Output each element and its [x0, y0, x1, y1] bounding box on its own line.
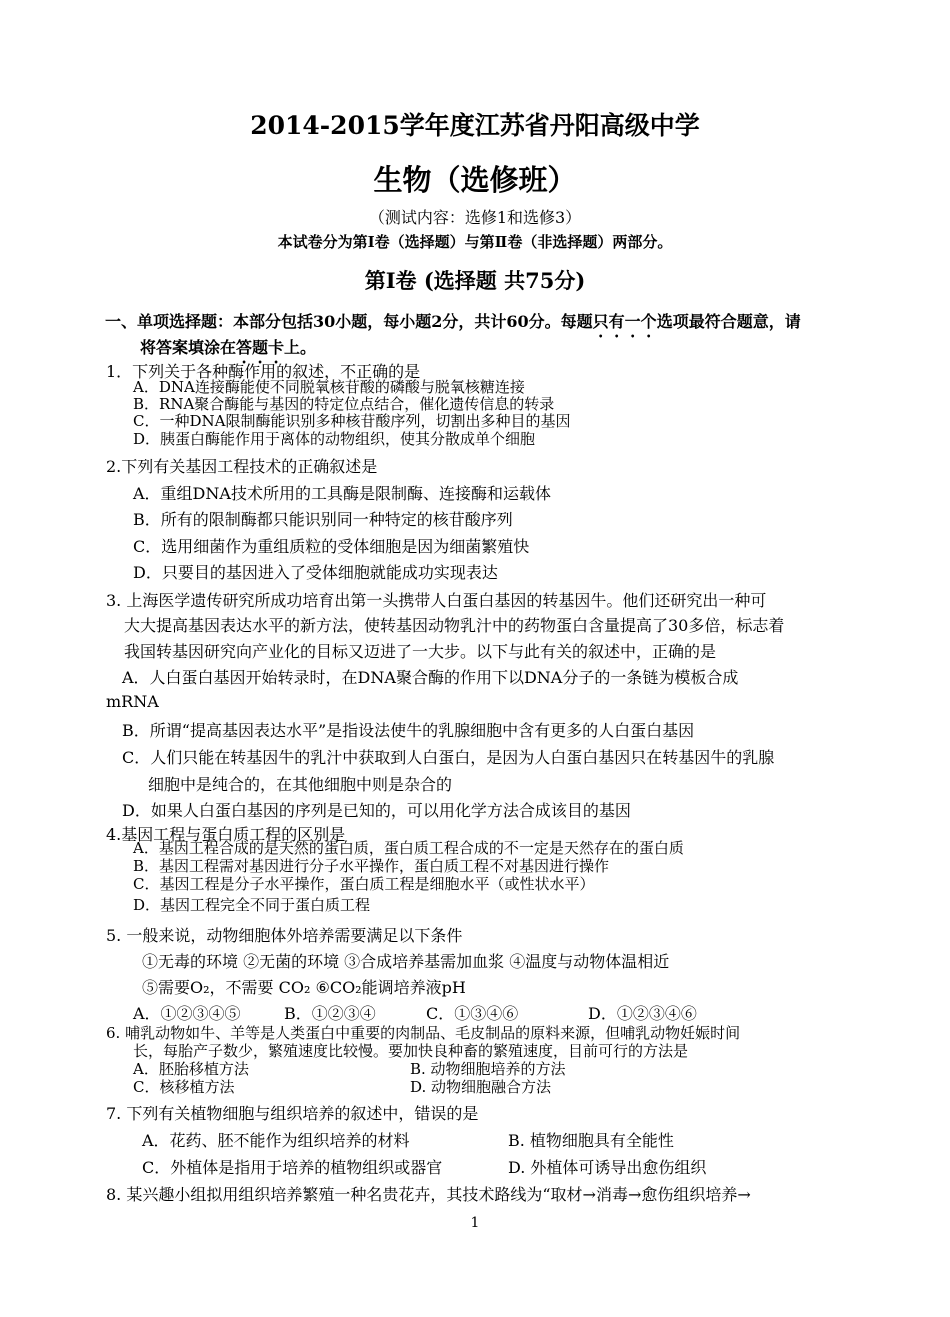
- q3-option-d: D．如果人白蛋白基因的序列是已知的，可以用化学方法合成该目的基因: [122, 801, 631, 820]
- q3-option-a-line1: A．人白蛋白基因开始转录时，在DNA聚合酶的作用下以DNA分子的一条链为模板合成: [122, 668, 739, 687]
- content-scope: （测试内容：选修1和选修3）: [368, 208, 582, 227]
- q2-option-c: C．选用细菌作为重组质粒的受体细胞是因为细菌繁殖快: [133, 537, 530, 556]
- q3-option-c-line2: 细胞中是纯合的，在其他细胞中则是杂合的: [148, 775, 453, 794]
- q4-option-c: C．基因工程是分子水平操作，蛋白质工程是细胞水平（或性状水平）: [133, 875, 595, 893]
- q3-stem-line3: 我国转基因研究向产业化的目标又迈进了一大步。以下与此有关的叙述中，正确的是: [124, 642, 717, 661]
- q2-option-b: B．所有的限制酶都只能识别同一种特定的核苷酸序列: [133, 510, 513, 529]
- q4-stem: 4.基因工程与蛋白质工程的区别是: [106, 825, 346, 844]
- q6-stem-line1: 6. 哺乳动物如牛、羊等是人类蛋白中重要的肉制品、毛皮制品的原料来源，但哺乳动物妊娠时间: [106, 1024, 741, 1042]
- q2-stem: 2.下列有关基因工程技术的正确叙述是: [106, 457, 378, 476]
- q5-option-c: C．①③④⑥: [426, 1004, 519, 1023]
- q5-conditions-line2: ⑤需要O₂，不需要 CO₂ ⑥CO₂能调培养液pH: [142, 978, 466, 997]
- q1-option-a: A．DNA连接酶能使不同脱氧核苷酸的磷酸与脱氧核糖连接: [133, 378, 525, 396]
- q4-option-b: B．基因工程需对基因进行分子水平操作，蛋白质工程不对基因进行操作: [133, 857, 610, 875]
- q3-option-c-line1: C．人们只能在转基因牛的乳汁中获取到人白蛋白，是因为人白蛋白基因只在转基因牛的乳腺: [122, 748, 775, 767]
- q3-option-a-line2: mRNA: [106, 692, 159, 711]
- q6-option-b: B. 动物细胞培养的方法: [410, 1060, 566, 1078]
- instruction-text-c: 将答案填涂在: [140, 338, 237, 357]
- section-title: 第Ⅰ卷 (选择题 共75分): [364, 268, 586, 293]
- q1-option-b: B．RNA聚合酶能与基因的特定位点结合，催化遗传信息的转录: [133, 395, 555, 413]
- q5-stem: 5. 一般来说，动物细胞体外培养需要满足以下条件: [106, 926, 463, 945]
- instruction-emphasis-answer-card: 答题卡: [236, 338, 285, 357]
- instruction-emphasis-only-one: 只有一个: [592, 312, 657, 331]
- q4-option-a: A．基因工程合成的是天然的蛋白质，蛋白质工程合成的不一定是天然存在的蛋白质: [133, 839, 684, 857]
- q5-option-d: D．①②③④⑥: [588, 1004, 697, 1023]
- subject-title: 生物（选修班）: [373, 163, 577, 197]
- q5-option-b: B．①②③④: [284, 1004, 376, 1023]
- q7-option-c: C．外植体是指用于培养的植物组织或器官: [142, 1158, 443, 1177]
- page-number: 1: [470, 1215, 480, 1231]
- q1-option-c: C．一种DNA限制酶能识别多种核苷酸序列，切割出多种目的基因: [133, 412, 571, 430]
- q6-option-d: D. 动物细胞融合方法: [410, 1078, 552, 1096]
- q6-stem-line2: 长，每胎产子数少，繁殖速度比较慢。要加快良种畜的繁殖速度，目前可行的方法是: [133, 1042, 689, 1060]
- q7-option-b: B. 植物细胞具有全能性: [508, 1131, 674, 1150]
- q5-conditions-line1: ①无毒的环境 ②无菌的环境 ③合成培养基需加血浆 ④温度与动物体温相近: [142, 952, 670, 971]
- q1-stem: 1．下列关于各种酶作用的叙述，不正确的是: [106, 362, 421, 381]
- q2-option-d: D．只要目的基因进入了受体细胞就能成功实现表达: [133, 563, 498, 582]
- q3-stem-line2: 大大提高基因表达水平的新方法，使转基因动物乳汁中的药物蛋白含量提高了30多倍，标志着: [124, 616, 785, 635]
- q1-option-d: D．胰蛋白酶能作用于离体的动物组织，使其分散成单个细胞: [133, 430, 536, 448]
- q2-option-a: A．重组DNA技术所用的工具酶是限制酶、连接酶和运载体: [133, 484, 551, 503]
- q3-option-b: B．所谓“提高基因表达水平”是指设法使牛的乳腺细胞中含有更多的人白蛋白基因: [122, 721, 695, 740]
- q4-option-d: D．基因工程完全不同于蛋白质工程: [133, 896, 371, 914]
- q7-stem: 7. 下列有关植物细胞与组织培养的叙述中，错误的是: [106, 1104, 479, 1123]
- instruction-text-a: 一、单项选择题：本部分包括30小题，每小题2分，共计60分。每题: [105, 312, 593, 331]
- q3-stem-line1: 3. 上海医学遗传研究所成功培育出第一头携带人白蛋白基因的转基因牛。他们还研究出一种可: [106, 591, 767, 610]
- q7-option-a: A．花药、胚不能作为组织培养的材料: [142, 1131, 410, 1150]
- paper-structure-note: 本试卷分为第Ⅰ卷（选择题）与第Ⅱ卷（非选择题）两部分。: [277, 233, 673, 251]
- instruction-text-b: 选项最符合题意，请: [656, 312, 801, 331]
- q7-option-d: D. 外植体可诱导出愈伤组织: [508, 1158, 707, 1177]
- exam-title: 2014-2015学年度江苏省丹阳高级中学: [250, 111, 700, 140]
- q6-option-c: C．核移植方法: [133, 1078, 235, 1096]
- instruction-text-d: 上。: [284, 338, 317, 357]
- q5-option-a: A．①②③④⑤: [133, 1004, 241, 1023]
- q8-stem: 8. 某兴趣小组拟用组织培养繁殖一种名贵花卉，其技术路线为“取材→消毒→愈伤组织培养→: [106, 1185, 751, 1204]
- q6-option-a: A．胚胎移植方法: [133, 1060, 249, 1078]
